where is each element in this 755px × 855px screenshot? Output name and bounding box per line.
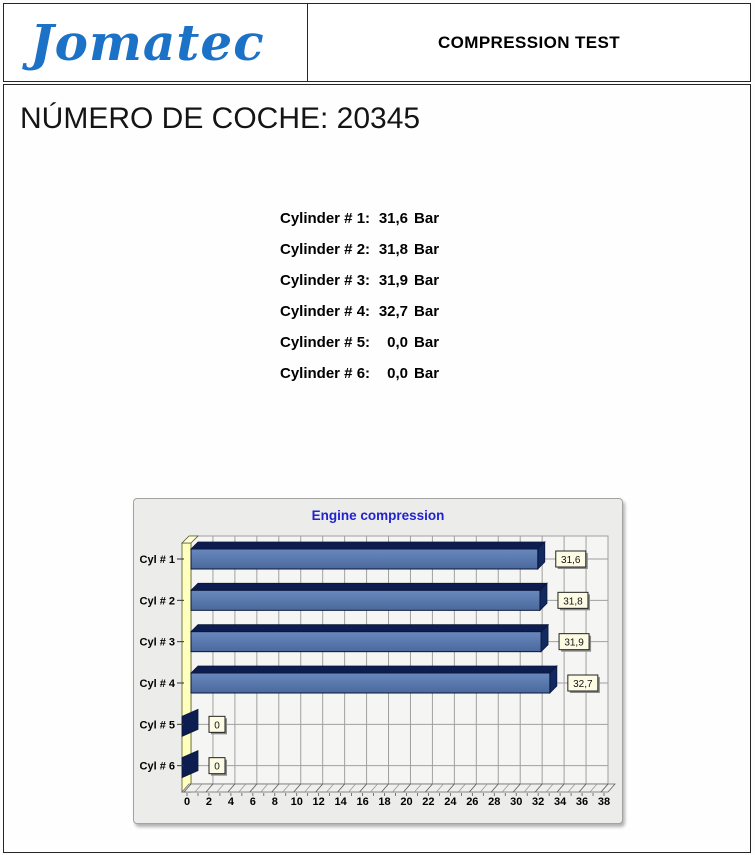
logo-cell: [4, 4, 308, 81]
car-number-label: NÚMERO DE COCHE: 20345: [20, 102, 421, 135]
x-axis-label-8: 8: [271, 796, 278, 808]
x-axis-label-22: 22: [422, 796, 435, 808]
chart-title: Engine compression: [311, 508, 445, 523]
y-axis-label-4: Cyl # 4: [139, 678, 175, 690]
bar-cyl-2: [191, 590, 540, 610]
bar-top-face: [191, 583, 547, 590]
x-axis-label-2: 2: [205, 796, 213, 808]
cylinder-reading-2: Cylinder # 2: 31,8 Bar: [280, 241, 440, 258]
y-axis-label-6: Cyl # 6: [139, 760, 175, 773]
cylinder-reading-6: Cylinder # 6: 0,0 Bar: [280, 365, 440, 382]
cylinder-reading-4: Cylinder # 4: 32,7 Bar: [280, 303, 440, 320]
bar-cyl-1: [191, 549, 538, 569]
x-axis-label-18: 18: [378, 796, 391, 808]
x-axis-label-26: 26: [466, 796, 479, 808]
x-axis-label-38: 38: [597, 796, 611, 808]
x-axis-label-10: 10: [290, 796, 303, 808]
bar-top-face: [191, 625, 548, 632]
jomatec-logo: Jomatec: [30, 12, 265, 72]
x-axis-label-32: 32: [532, 796, 545, 808]
x-axis-label-30: 30: [510, 796, 523, 808]
x-axis-label-28: 28: [488, 796, 501, 808]
x-axis-label-20: 20: [400, 796, 413, 808]
x-axis-label-16: 16: [356, 796, 369, 808]
y-axis-label-1: Cyl # 1: [139, 554, 175, 566]
x-axis-label-4: 4: [227, 796, 234, 808]
cylinder-reading-5: Cylinder # 5: 0,0 Bar: [280, 334, 440, 351]
y-axis-label-2: Cyl # 2: [139, 595, 175, 608]
bar-cyl-3: [191, 632, 541, 652]
cylinder-reading-3: Cylinder # 3: 31,9 Bar: [280, 272, 440, 289]
plot-area: [191, 536, 608, 784]
compression-bar-chart: [134, 499, 624, 825]
bar-cyl-4: [191, 673, 550, 693]
x-axis-label-6: 6: [249, 796, 256, 808]
value-label-cyl-4: 32,7: [573, 679, 593, 690]
x-axis-label-0: 0: [183, 796, 191, 808]
x-axis-label-12: 12: [312, 796, 325, 808]
compression-chart-panel: [133, 498, 623, 824]
cylinder-reading-1: Cylinder # 1: 31,6 Bar: [280, 210, 440, 227]
x-axis-label-14: 14: [334, 796, 347, 808]
title-cell: [308, 4, 750, 81]
document-title: COMPRESSION TEST: [437, 32, 621, 52]
y-axis-label-3: Cyl # 3: [139, 636, 175, 649]
value-label-cyl-3: 31,9: [564, 637, 584, 649]
value-label-cyl-5: 0: [214, 720, 220, 732]
value-label-cyl-1: 31,6: [561, 555, 581, 566]
x-axis-label-34: 34: [553, 796, 567, 808]
bar-top-face: [191, 542, 545, 549]
x-axis-label-24: 24: [444, 796, 457, 808]
value-label-cyl-6: 0: [214, 761, 220, 773]
x-axis-label-36: 36: [575, 796, 589, 808]
y-axis-label-5: Cyl # 5: [139, 719, 175, 732]
report-header: [3, 3, 751, 82]
bar-top-face: [191, 666, 557, 673]
cylinder-readings-list: [280, 203, 439, 389]
value-label-cyl-2: 31,8: [563, 596, 583, 608]
